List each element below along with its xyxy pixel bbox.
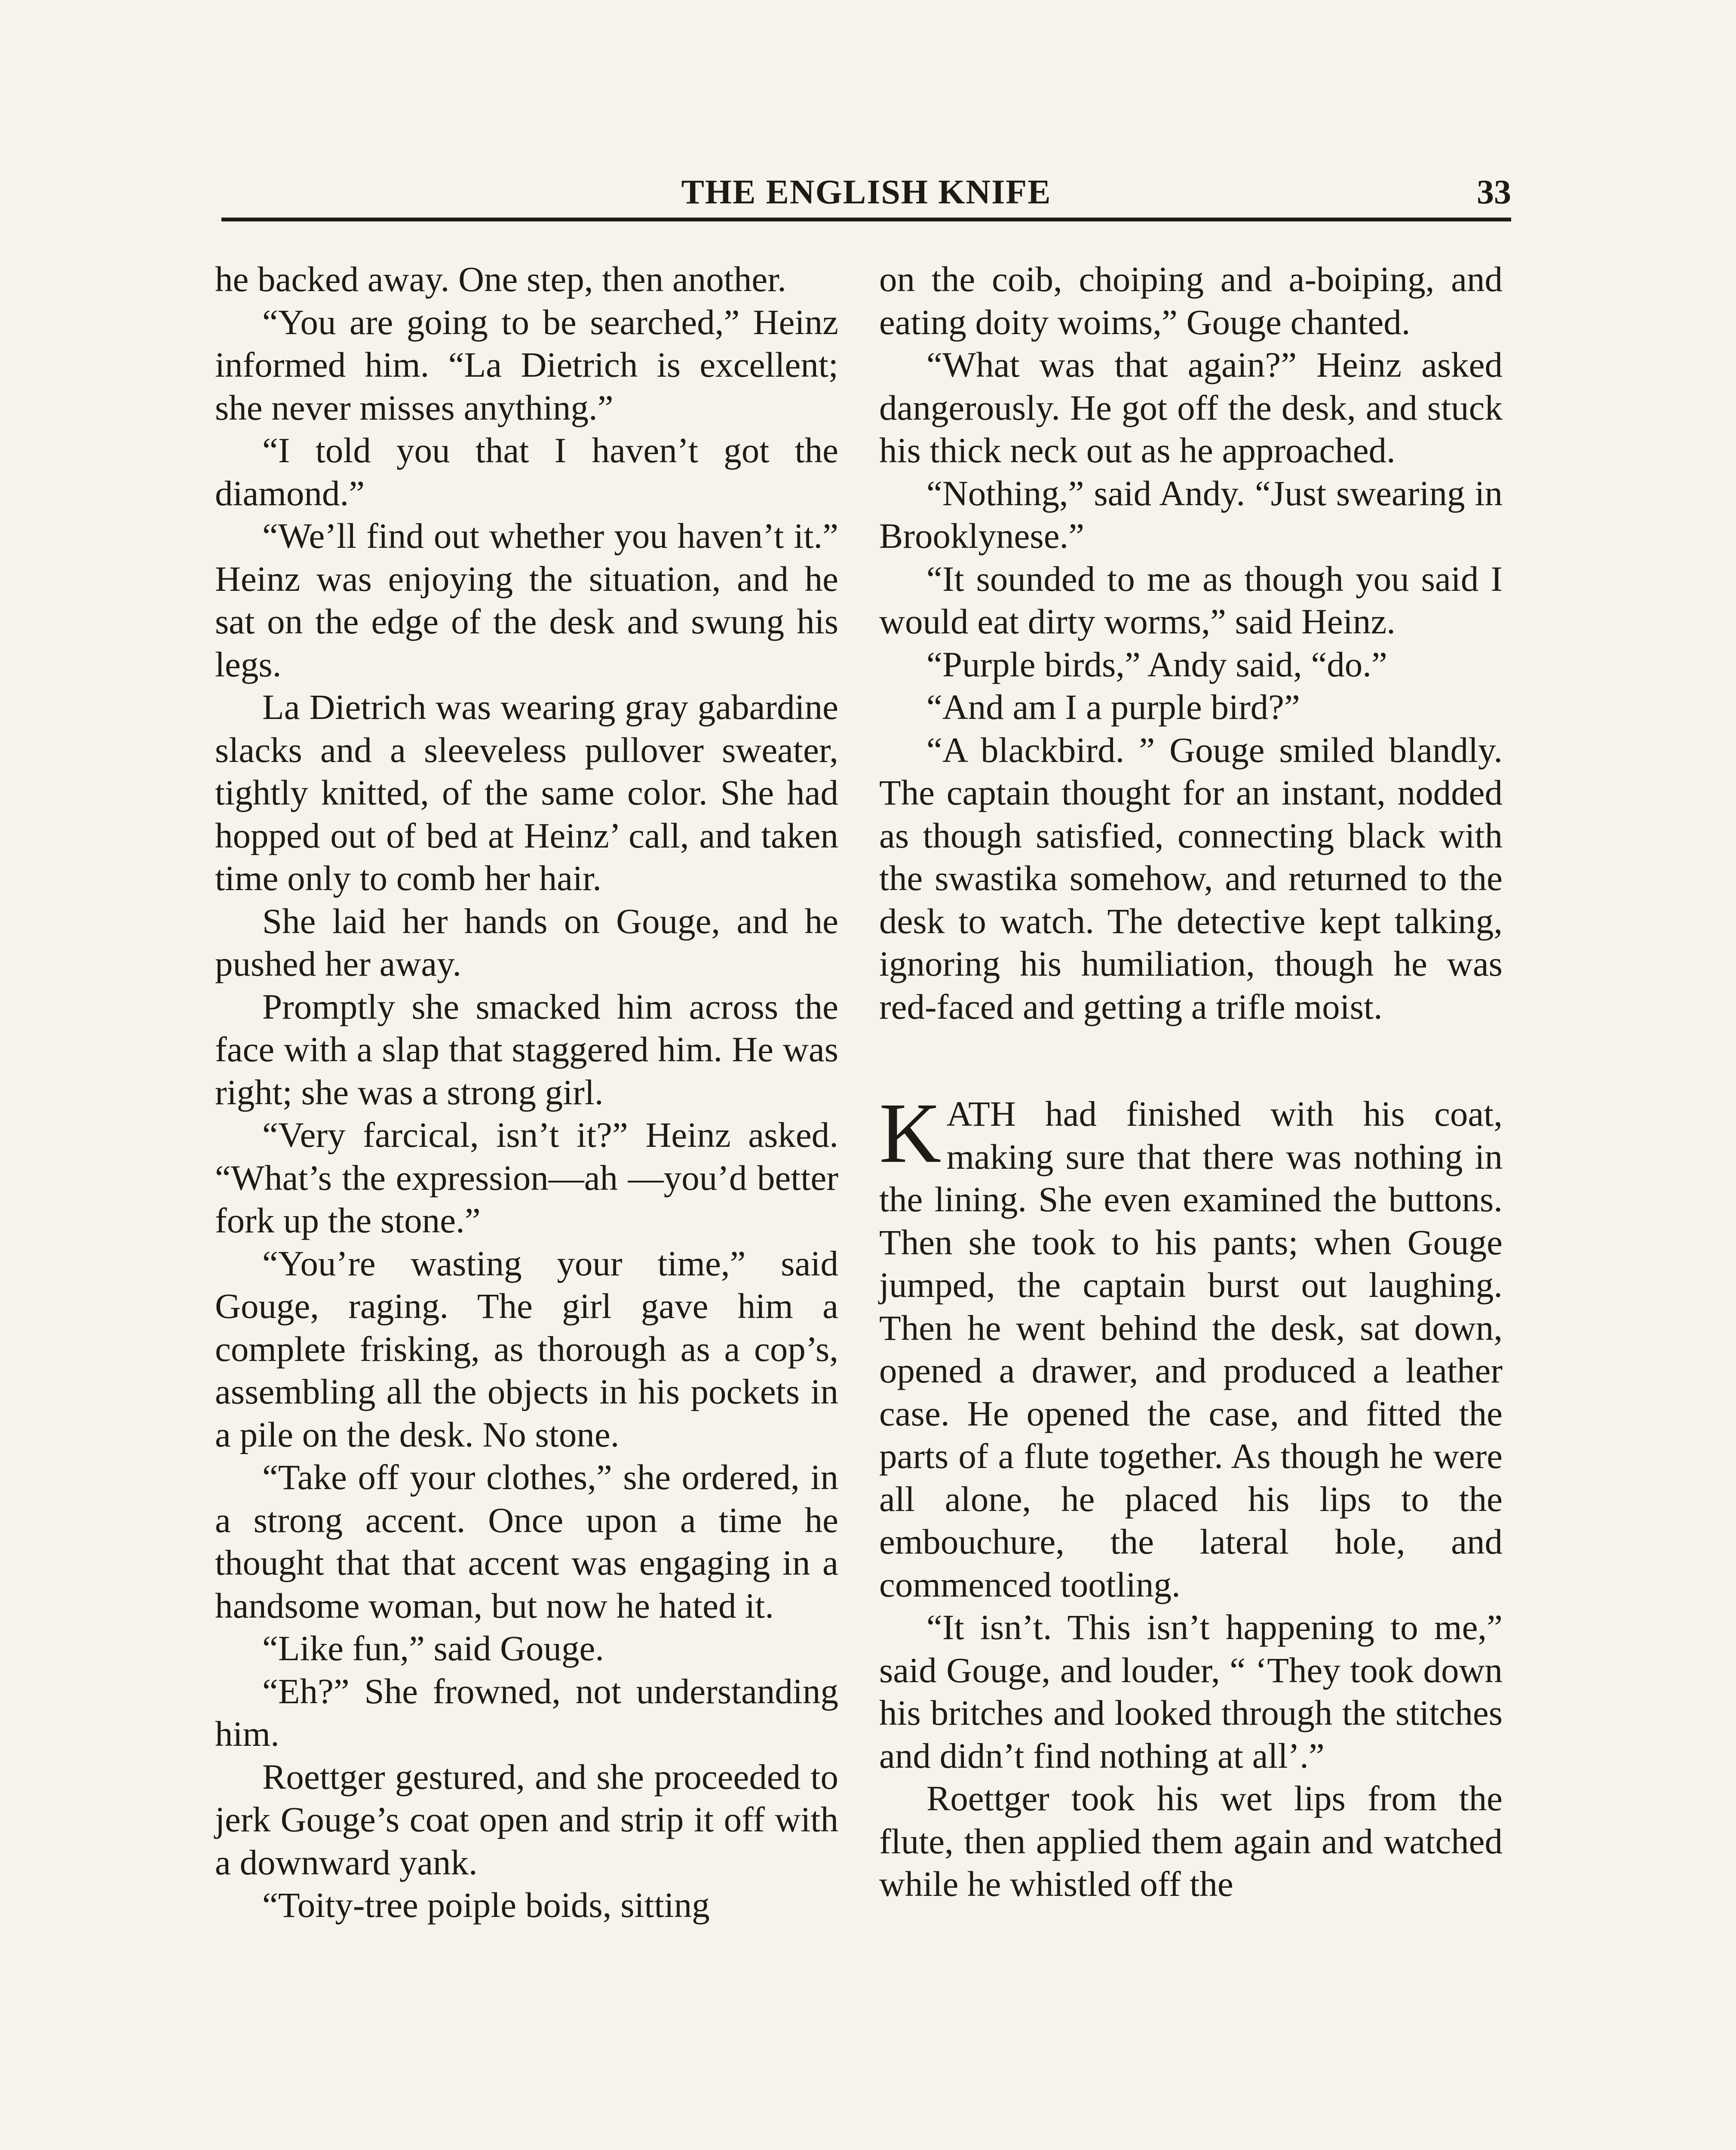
paragraph: “Take off your clothes,” she ordered, in a strong accent. Once upon a time he thought that that accent was engaging in a handsome woman, but now he hated it. bbox=[215, 1457, 838, 1625]
running-head bbox=[221, 169, 1511, 216]
paragraph: “You are going to be searched,” Heinz informed him. “La Dietrich is excellent; she never misses anything.” bbox=[215, 302, 838, 427]
paragraph: “Nothing,” said Andy. “Just swearing in Brooklynese.” bbox=[879, 473, 1503, 556]
right-column bbox=[879, 258, 1503, 1906]
paragraph: “You’re wasting your time,” said Gouge, raging. The girl gave him a complete frisking, as thorough as a cop’s, assembling all the objects in his pockets in a pile on the desk. No stone. bbox=[215, 1243, 838, 1454]
paragraph: “I told you that I haven’t got the diamond.” bbox=[215, 430, 838, 513]
paragraph: Roettger took his wet lips from the flute, then applied them again and watched while he whistled off the bbox=[879, 1778, 1503, 1904]
section-break bbox=[879, 1028, 1503, 1093]
paragraph: “Like fun,” said Gouge. bbox=[262, 1628, 604, 1668]
paragraph: Roettger gestured, and she proceeded to jerk Gouge’s coat open and strip it off with a downward yank. bbox=[215, 1757, 838, 1882]
paragraph: “What was that again?” Heinz asked dangerously. He got off the desk, and stuck his thick neck out as he approached. bbox=[879, 345, 1503, 470]
paragraph: “Eh?” She frowned, not understanding him. bbox=[215, 1671, 838, 1754]
paragraph: “A blackbird. ” Gouge smiled blandly. The captain thought for an instant, nodded as though satisfied, connecting black with the swastika somehow, and returned to the desk to watch. The detective kept talking, ignoring his humiliation, though he was red-faced and getting a trifle moist. bbox=[879, 730, 1503, 1026]
paragraph: “It isn’t. This isn’t happening to me,” said Gouge, and louder, “ ‘They took down his britches and looked through the stitches and didn’t find nothing at all’.” bbox=[879, 1607, 1503, 1775]
paragraph: on the coib, choiping and a-boiping, and eating doity woims,” Gouge chanted. bbox=[879, 259, 1503, 342]
left-column bbox=[215, 258, 838, 1927]
paragraph: he backed away. One step, then another. bbox=[215, 259, 787, 299]
paragraph: “It sounded to me as though you said I would eat dirty worms,” said Heinz. bbox=[879, 559, 1503, 641]
header-rule bbox=[221, 218, 1511, 221]
paragraph: “Purple birds,” Andy said, “do.” bbox=[926, 644, 1387, 684]
paragraph: “Toity-tree poiple boids, sitting bbox=[262, 1885, 710, 1925]
page-number: 33 bbox=[1477, 173, 1511, 211]
section-opening-paragraph bbox=[879, 1086, 1503, 1606]
paragraph: La Dietrich was wearing gray gabardine slacks and a sleeveless pullover sweater, tightly knitted, of the same color. She had hopped out of bed at Heinz’ call, and taken time only to comb her hair. bbox=[215, 687, 838, 898]
paragraph: “And am I a purple bird?” bbox=[926, 687, 1300, 727]
paragraph: “Very farcical, isn’t it?” Heinz asked. “What’s the expression—ah —you’d better fork up the stone.” bbox=[215, 1115, 838, 1240]
paragraph: She laid her hands on Gouge, and he pushed her away. bbox=[215, 901, 838, 983]
paragraph-text: ATH had finished with his coat, making sure that there was nothing in the lining. She even examined the buttons. Then she took to his pants; when Gouge jumped, the captain burst out laughing. Then he went behind the desk, sat down, opened a drawer, and produced a leather case. He opened the case, and fitted the parts of a flute together. As though he were all alone, he placed his lips to the embouchure, the lateral hole, and commenced tootling. bbox=[879, 1094, 1503, 1604]
drop-cap: K bbox=[879, 1086, 942, 1181]
running-head-title: THE ENGLISH KNIFE bbox=[681, 173, 1052, 211]
paragraph: Promptly she smacked him across the face with a slap that staggered him. He was right; she was a strong girl. bbox=[215, 986, 838, 1112]
paragraph: “We’ll find out whether you haven’t it.” Heinz was enjoying the situation, and he sat on the edge of the desk and swung his legs. bbox=[215, 516, 838, 684]
